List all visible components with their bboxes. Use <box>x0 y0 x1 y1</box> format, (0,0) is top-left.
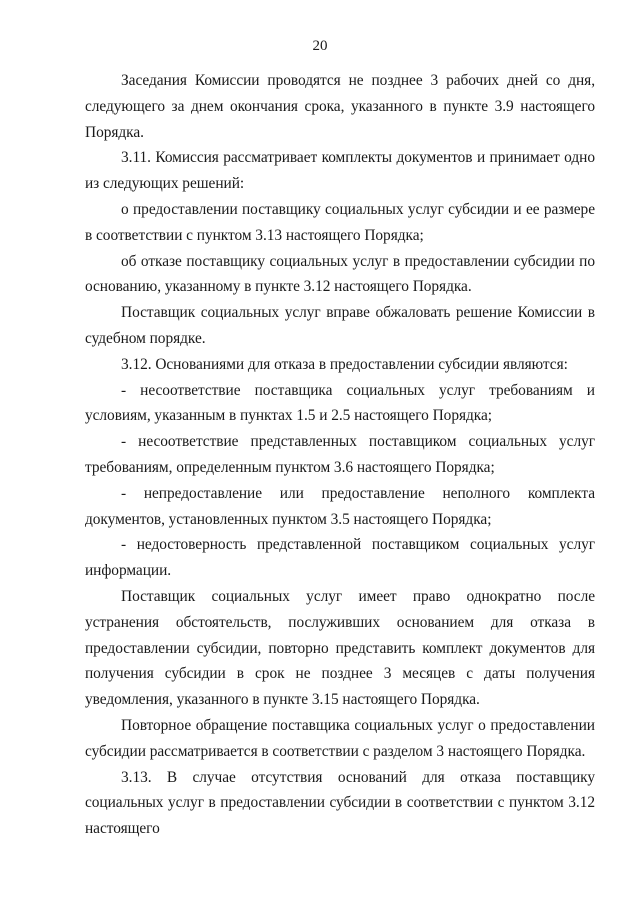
list-item-requirements: - несоответствие поставщика социальных услуг требованиям и условиям, указанным в пунктах 1.5 и 2.5 настоящего Порядка; <box>85 381 595 425</box>
paragraph-grant-decision: о предоставлении поставщику социальных услуг субсидии и ее размере в соответствии с пунктом 3.13 настоящего Порядка; <box>85 200 595 244</box>
paragraph-3-11: 3.11. Комиссия рассматривает комплекты документов и принимает одно из следующих решений: <box>85 149 595 193</box>
paragraph-refusal-decision: об отказе поставщику социальных услуг в предоставлении субсидии по основанию, указанному в пункте 3.12 настоящего Порядка. <box>85 252 595 296</box>
document-body <box>85 68 595 842</box>
paragraph-3-12: 3.12. Основаниями для отказа в предоставлении субсидии являются: <box>121 355 568 373</box>
list-item-incomplete-documents: - непредоставление или предоставление неполного комплекта документов, установленных пунктом 3.5 настоящего Порядка; <box>85 484 595 528</box>
list-item-inaccurate-info: - недостоверность представленной поставщиком социальных услуг информации. <box>85 536 595 580</box>
paragraph-3-13: 3.13. В случае отсутствия оснований для отказа поставщику социальных услуг в предоставлении субсидии в соответствии с пунктом 3.12 настоящего <box>85 768 595 838</box>
page-number: 20 <box>312 38 328 54</box>
paragraph-repeated-request: Повторное обращение поставщика социальных услуг о предоставлении субсидии рассматривается в соответствии с разделом 3 настоящего Порядка. <box>85 716 595 760</box>
paragraph-resubmission: Поставщик социальных услуг имеет право однократно после устранения обстоятельств, послуживших основанием для отказа в предоставлении субсидии, повторно представить комплект документов для получения субсидии в срок не позднее 3 месяцев с даты получения уведомления, указанного в пункте 3.15 настоящего Порядка. <box>85 587 595 709</box>
paragraph-commission-meetings: Заседания Комиссии проводятся не позднее 3 рабочих дней со дня, следующего за днем окончания срока, указанного в пункте 3.9 настоящего Порядка. <box>85 72 595 141</box>
list-item-documents-mismatch: - несоответствие представленных поставщиком социальных услуг требованиям, определенным пунктом 3.6 настоящего Порядка; <box>85 433 595 476</box>
paragraph-appeal: Поставщик социальных услуг вправе обжаловать решение Комиссии в судебном порядке. <box>85 304 595 347</box>
